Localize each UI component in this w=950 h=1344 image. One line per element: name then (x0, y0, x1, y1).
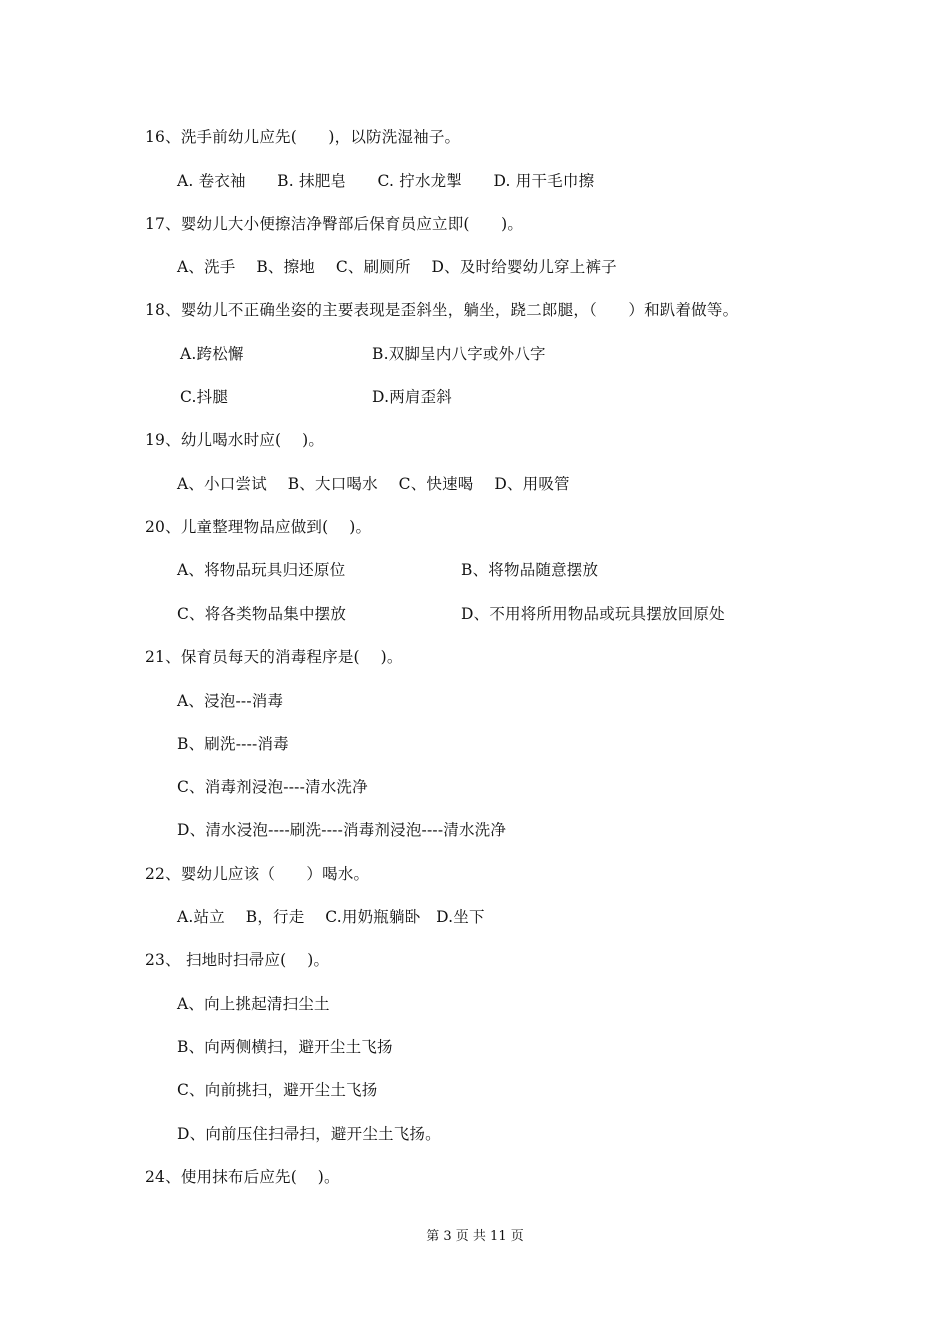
question-23-option-d: D、向前压住扫帚扫，避开尘土飞扬。 (177, 1125, 441, 1143)
question-23-option-a: A、向上挑起清扫尘土 (177, 995, 330, 1013)
question-18-option-a: A.跨松懈 (180, 345, 244, 363)
question-17-stem: 17、婴幼儿大小便擦洁净臀部后保育员应立即( )。 (145, 215, 524, 233)
question-22-options: A.站立 B，行走 C.用奶瓶躺卧 D.坐下 (177, 908, 485, 926)
question-23-stem: 23、 扫地时扫帚应( )。 (145, 951, 330, 969)
question-21-option-c: C、消毒剂浸泡----清水洗净 (177, 778, 368, 796)
question-18-option-c: C.抖腿 (180, 388, 229, 406)
question-21-stem: 21、保育员每天的消毒程序是( )。 (145, 648, 403, 666)
question-16-stem: 16、洗手前幼儿应先( )，以防洗湿袖子。 (145, 128, 461, 146)
question-20-option-a: A、将物品玩具归还原位 (177, 561, 346, 579)
question-22-stem: 22、婴幼儿应该（ ）喝水。 (145, 865, 370, 883)
question-20-stem: 20、儿童整理物品应做到( )。 (145, 518, 372, 536)
question-21-option-a: A、浸泡---消毒 (177, 692, 284, 710)
question-19-stem: 19、幼儿喝水时应( )。 (145, 431, 325, 449)
question-20-option-b: B、将物品随意摆放 (461, 561, 599, 579)
question-17-options: A、洗手 B、擦地 C、刷厕所 D、及时给婴幼儿穿上裤子 (177, 258, 617, 276)
question-19-options: A、小口尝试 B、大口喝水 C、快速喝 D、用吸管 (177, 475, 570, 493)
page-footer: 第 3 页 共 11 页 (426, 1229, 524, 1244)
question-20-option-c: C、将各类物品集中摆放 (177, 605, 347, 623)
question-20-option-d: D、不用将所用物品或玩具摆放回原处 (461, 605, 725, 623)
question-23-option-b: B、向两侧横扫，避开尘土飞扬 (177, 1038, 393, 1056)
question-24-stem: 24、使用抹布后应先( )。 (145, 1168, 340, 1186)
question-18-option-b: B.双脚呈内八字或外八字 (372, 345, 546, 363)
question-18-option-d: D.两肩歪斜 (372, 388, 453, 406)
question-18-stem: 18、婴幼儿不正确坐姿的主要表现是歪斜坐，躺坐，跷二郎腿，（ ）和趴着做等。 (145, 301, 739, 319)
question-16-options: A. 卷衣袖 B. 抹肥皂 C. 拧水龙掣 D. 用干毛巾擦 (177, 172, 595, 190)
question-21-option-b: B、刷洗----消毒 (177, 735, 289, 753)
question-23-option-c: C、向前挑扫，避开尘土飞扬 (177, 1081, 378, 1099)
question-21-option-d: D、清水浸泡----刷洗----消毒剂浸泡----清水洗净 (177, 821, 507, 839)
